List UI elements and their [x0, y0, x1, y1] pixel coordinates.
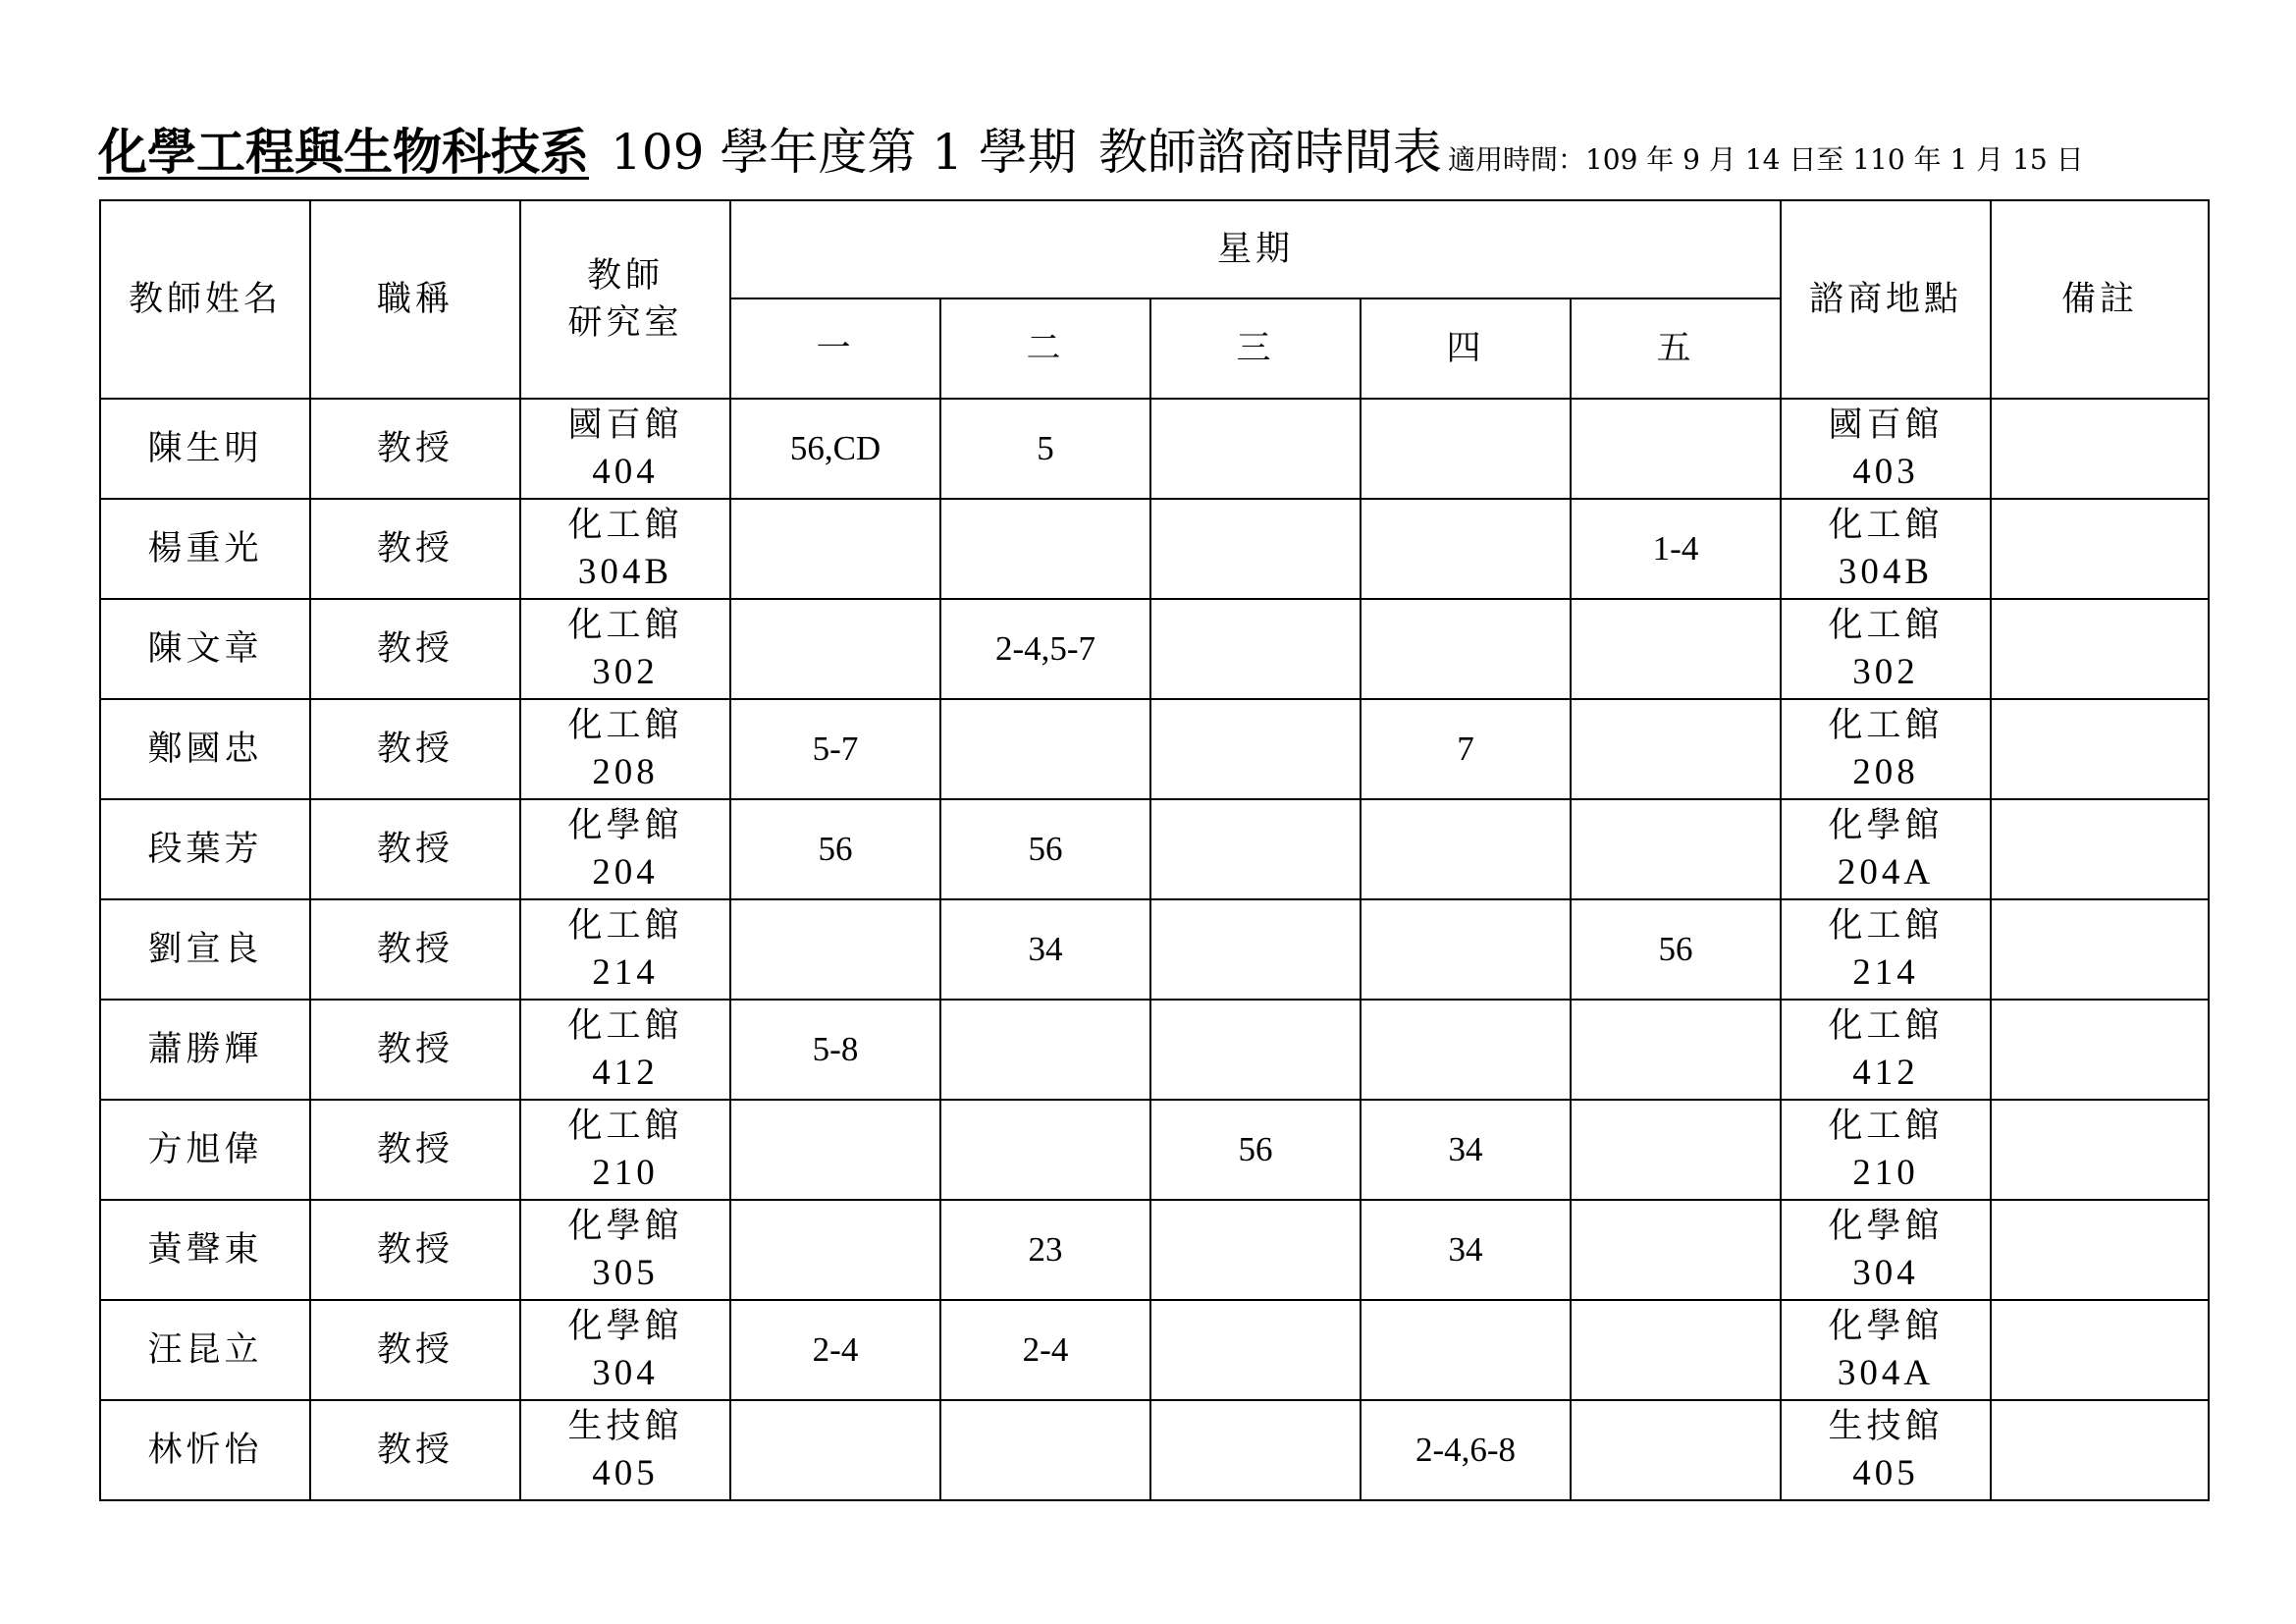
teacher-title: 教授 [310, 1200, 520, 1300]
slot-fri [1571, 599, 1781, 699]
teacher-title: 教授 [310, 1100, 520, 1200]
office-building: 生技館 [567, 1407, 683, 1446]
slot-tue [940, 1000, 1150, 1100]
office-building: 化工館 [567, 1006, 683, 1046]
consult-location-building: 化學館 [1828, 806, 1944, 845]
office-room: 304B [577, 552, 673, 592]
col-header-office-line2: 研究室 [567, 303, 683, 343]
office-building: 化工館 [567, 706, 683, 745]
office [520, 499, 730, 599]
slot-mon: 56,CD [730, 399, 940, 499]
office-building: 化工館 [567, 506, 683, 545]
consult-location [1781, 1300, 1991, 1400]
consult-location-building: 國百館 [1828, 406, 1944, 445]
teacher-title: 教授 [310, 1400, 520, 1500]
office [520, 599, 730, 699]
col-header-office [520, 200, 730, 399]
consult-location-building: 化學館 [1828, 1207, 1944, 1246]
remarks-cell [1991, 399, 2209, 499]
slot-wed [1150, 799, 1361, 899]
slot-fri [1571, 1100, 1781, 1200]
consult-location [1781, 699, 1991, 799]
slot-wed [1150, 499, 1361, 599]
office [520, 1200, 730, 1300]
col-header-title: 職稱 [310, 200, 520, 399]
consult-location [1781, 1200, 1991, 1300]
teacher-name: 方旭偉 [100, 1100, 310, 1200]
slot-wed [1150, 699, 1361, 799]
consult-location-room: 204A [1837, 852, 1935, 893]
slot-thu [1361, 499, 1571, 599]
slot-mon [730, 1200, 940, 1300]
consult-location-room: 403 [1852, 452, 1919, 492]
consult-location-room: 302 [1852, 652, 1919, 692]
table-row [100, 599, 2209, 699]
teacher-name: 陳生明 [100, 399, 310, 499]
table-row [100, 399, 2209, 499]
slot-mon: 56 [730, 799, 940, 899]
slot-fri [1571, 1300, 1781, 1400]
consult-location [1781, 599, 1991, 699]
remarks-cell [1991, 799, 2209, 899]
slot-thu [1361, 1300, 1571, 1400]
teacher-title: 教授 [310, 699, 520, 799]
consult-location-building: 化工館 [1828, 906, 1944, 946]
slot-fri: 1-4 [1571, 499, 1781, 599]
office [520, 1300, 730, 1400]
slot-mon [730, 899, 940, 1000]
remarks-cell [1991, 1300, 2209, 1400]
col-header-weekday-group: 星期 [730, 200, 1781, 298]
table-row [100, 1100, 2209, 1200]
office-room: 204 [592, 852, 659, 893]
consultation-schedule-table [99, 199, 2210, 1501]
slot-tue [940, 1100, 1150, 1200]
consult-location-room: 304B [1838, 552, 1934, 592]
office-room: 404 [592, 452, 659, 492]
col-header-day-wed: 三 [1150, 298, 1361, 399]
slot-fri [1571, 699, 1781, 799]
slot-wed [1150, 399, 1361, 499]
consult-location-room: 208 [1852, 752, 1919, 792]
consult-location-room: 304A [1837, 1353, 1935, 1393]
teacher-title: 教授 [310, 499, 520, 599]
office-building: 化工館 [567, 606, 683, 645]
teacher-name: 楊重光 [100, 499, 310, 599]
slot-tue [940, 699, 1150, 799]
teacher-title: 教授 [310, 399, 520, 499]
teacher-name: 劉宣良 [100, 899, 310, 1000]
teacher-name: 陳文章 [100, 599, 310, 699]
schedule-title: 教師諮商時間表 [1097, 124, 1442, 181]
slot-tue [940, 1400, 1150, 1500]
slot-mon: 5-7 [730, 699, 940, 799]
office [520, 899, 730, 1000]
office-building: 化學館 [567, 1307, 683, 1346]
slot-fri [1571, 1200, 1781, 1300]
remarks-cell [1991, 1100, 2209, 1200]
office-building: 國百館 [567, 406, 683, 445]
consult-location-building: 生技館 [1828, 1407, 1944, 1446]
slot-mon: 5-8 [730, 1000, 940, 1100]
office [520, 399, 730, 499]
consult-location [1781, 1100, 1991, 1200]
slot-wed [1150, 1300, 1361, 1400]
remarks-cell [1991, 1200, 2209, 1300]
teacher-title: 教授 [310, 1000, 520, 1100]
col-header-day-mon: 一 [730, 298, 940, 399]
teacher-name: 段葉芳 [100, 799, 310, 899]
col-header-remarks: 備註 [1991, 200, 2209, 399]
slot-thu: 2-4,6-8 [1361, 1400, 1571, 1500]
remarks-cell [1991, 899, 2209, 1000]
col-header-location: 諮商地點 [1781, 200, 1991, 399]
consult-location-room: 210 [1852, 1153, 1919, 1193]
table-row [100, 1200, 2209, 1300]
office-room: 302 [592, 652, 659, 692]
office-room: 208 [592, 752, 659, 792]
department-name: 化學工程與生物科技系 [98, 124, 589, 181]
table-row [100, 1000, 2209, 1100]
remarks-cell [1991, 1000, 2209, 1100]
teacher-title: 教授 [310, 799, 520, 899]
remarks-cell [1991, 599, 2209, 699]
office [520, 1100, 730, 1200]
office [520, 799, 730, 899]
term-label: 109 學年度第 1 學期 [611, 124, 1077, 181]
slot-thu [1361, 599, 1571, 699]
office [520, 1400, 730, 1500]
slot-wed [1150, 1400, 1361, 1500]
table-row [100, 899, 2209, 1000]
teacher-title: 教授 [310, 1300, 520, 1400]
table-row [100, 799, 2209, 899]
office-room: 405 [592, 1453, 659, 1493]
consult-location [1781, 899, 1991, 1000]
consult-location-building: 化學館 [1828, 1307, 1944, 1346]
office-building: 化工館 [567, 1107, 683, 1146]
consult-location-building: 化工館 [1828, 1006, 1944, 1046]
slot-mon [730, 1400, 940, 1500]
consult-location-room: 405 [1852, 1453, 1919, 1493]
slot-fri [1571, 799, 1781, 899]
consult-location [1781, 399, 1991, 499]
slot-mon [730, 1100, 940, 1200]
teacher-name: 黃聲東 [100, 1200, 310, 1300]
col-header-day-fri: 五 [1571, 298, 1781, 399]
col-header-day-thu: 四 [1361, 298, 1571, 399]
slot-fri [1571, 1400, 1781, 1500]
slot-wed [1150, 1200, 1361, 1300]
consult-location-building: 化工館 [1828, 606, 1944, 645]
slot-thu: 34 [1361, 1100, 1571, 1200]
slot-tue: 2-4,5-7 [940, 599, 1150, 699]
teacher-name: 林忻怡 [100, 1400, 310, 1500]
slot-thu [1361, 799, 1571, 899]
office [520, 1000, 730, 1100]
col-header-day-tue: 二 [940, 298, 1150, 399]
slot-tue: 2-4 [940, 1300, 1150, 1400]
consult-location [1781, 1400, 1991, 1500]
table-row [100, 1300, 2209, 1400]
consult-location-building: 化工館 [1828, 706, 1944, 745]
consult-location-room: 214 [1852, 952, 1919, 993]
office-room: 210 [592, 1153, 659, 1193]
consult-location-room: 304 [1852, 1253, 1919, 1293]
slot-thu: 7 [1361, 699, 1571, 799]
slot-mon [730, 599, 940, 699]
slot-fri [1571, 1000, 1781, 1100]
slot-tue [940, 499, 1150, 599]
schedule-body [100, 399, 2209, 1500]
slot-wed [1150, 599, 1361, 699]
slot-wed [1150, 1000, 1361, 1100]
table-row [100, 499, 2209, 599]
slot-tue: 23 [940, 1200, 1150, 1300]
teacher-title: 教授 [310, 599, 520, 699]
slot-thu [1361, 399, 1571, 499]
office-room: 305 [592, 1253, 659, 1293]
slot-tue: 5 [940, 399, 1150, 499]
teacher-name: 蕭勝輝 [100, 1000, 310, 1100]
slot-wed: 56 [1150, 1100, 1361, 1200]
office-building: 化學館 [567, 806, 683, 845]
office [520, 699, 730, 799]
teacher-name: 汪昆立 [100, 1300, 310, 1400]
consult-location-room: 412 [1852, 1053, 1919, 1093]
slot-mon: 2-4 [730, 1300, 940, 1400]
teacher-name: 鄭國忠 [100, 699, 310, 799]
consult-location [1781, 499, 1991, 599]
consult-location-building: 化工館 [1828, 506, 1944, 545]
slot-mon [730, 499, 940, 599]
consult-location-building: 化工館 [1828, 1107, 1944, 1146]
table-row [100, 1400, 2209, 1500]
slot-thu [1361, 1000, 1571, 1100]
table-row [100, 699, 2209, 799]
applicable-period: 適用時間：109 年 9 月 14 日至 110 年 1 月 15 日 [1447, 143, 2084, 176]
consult-location [1781, 1000, 1991, 1100]
office-room: 304 [592, 1353, 659, 1393]
slot-fri: 56 [1571, 899, 1781, 1000]
col-header-office-line1: 教師 [586, 256, 664, 296]
slot-tue: 56 [940, 799, 1150, 899]
remarks-cell [1991, 499, 2209, 599]
col-header-name: 教師姓名 [100, 200, 310, 399]
office-room: 412 [592, 1053, 659, 1093]
office-building: 化工館 [567, 906, 683, 946]
page-title [98, 118, 2209, 198]
remarks-cell [1991, 699, 2209, 799]
slot-fri [1571, 399, 1781, 499]
office-building: 化學館 [567, 1207, 683, 1246]
remarks-cell [1991, 1400, 2209, 1500]
slot-thu [1361, 899, 1571, 1000]
consult-location [1781, 799, 1991, 899]
slot-thu: 34 [1361, 1200, 1571, 1300]
office-room: 214 [592, 952, 659, 993]
slot-tue: 34 [940, 899, 1150, 1000]
header-row-primary [100, 200, 2209, 298]
teacher-title: 教授 [310, 899, 520, 1000]
slot-wed [1150, 899, 1361, 1000]
